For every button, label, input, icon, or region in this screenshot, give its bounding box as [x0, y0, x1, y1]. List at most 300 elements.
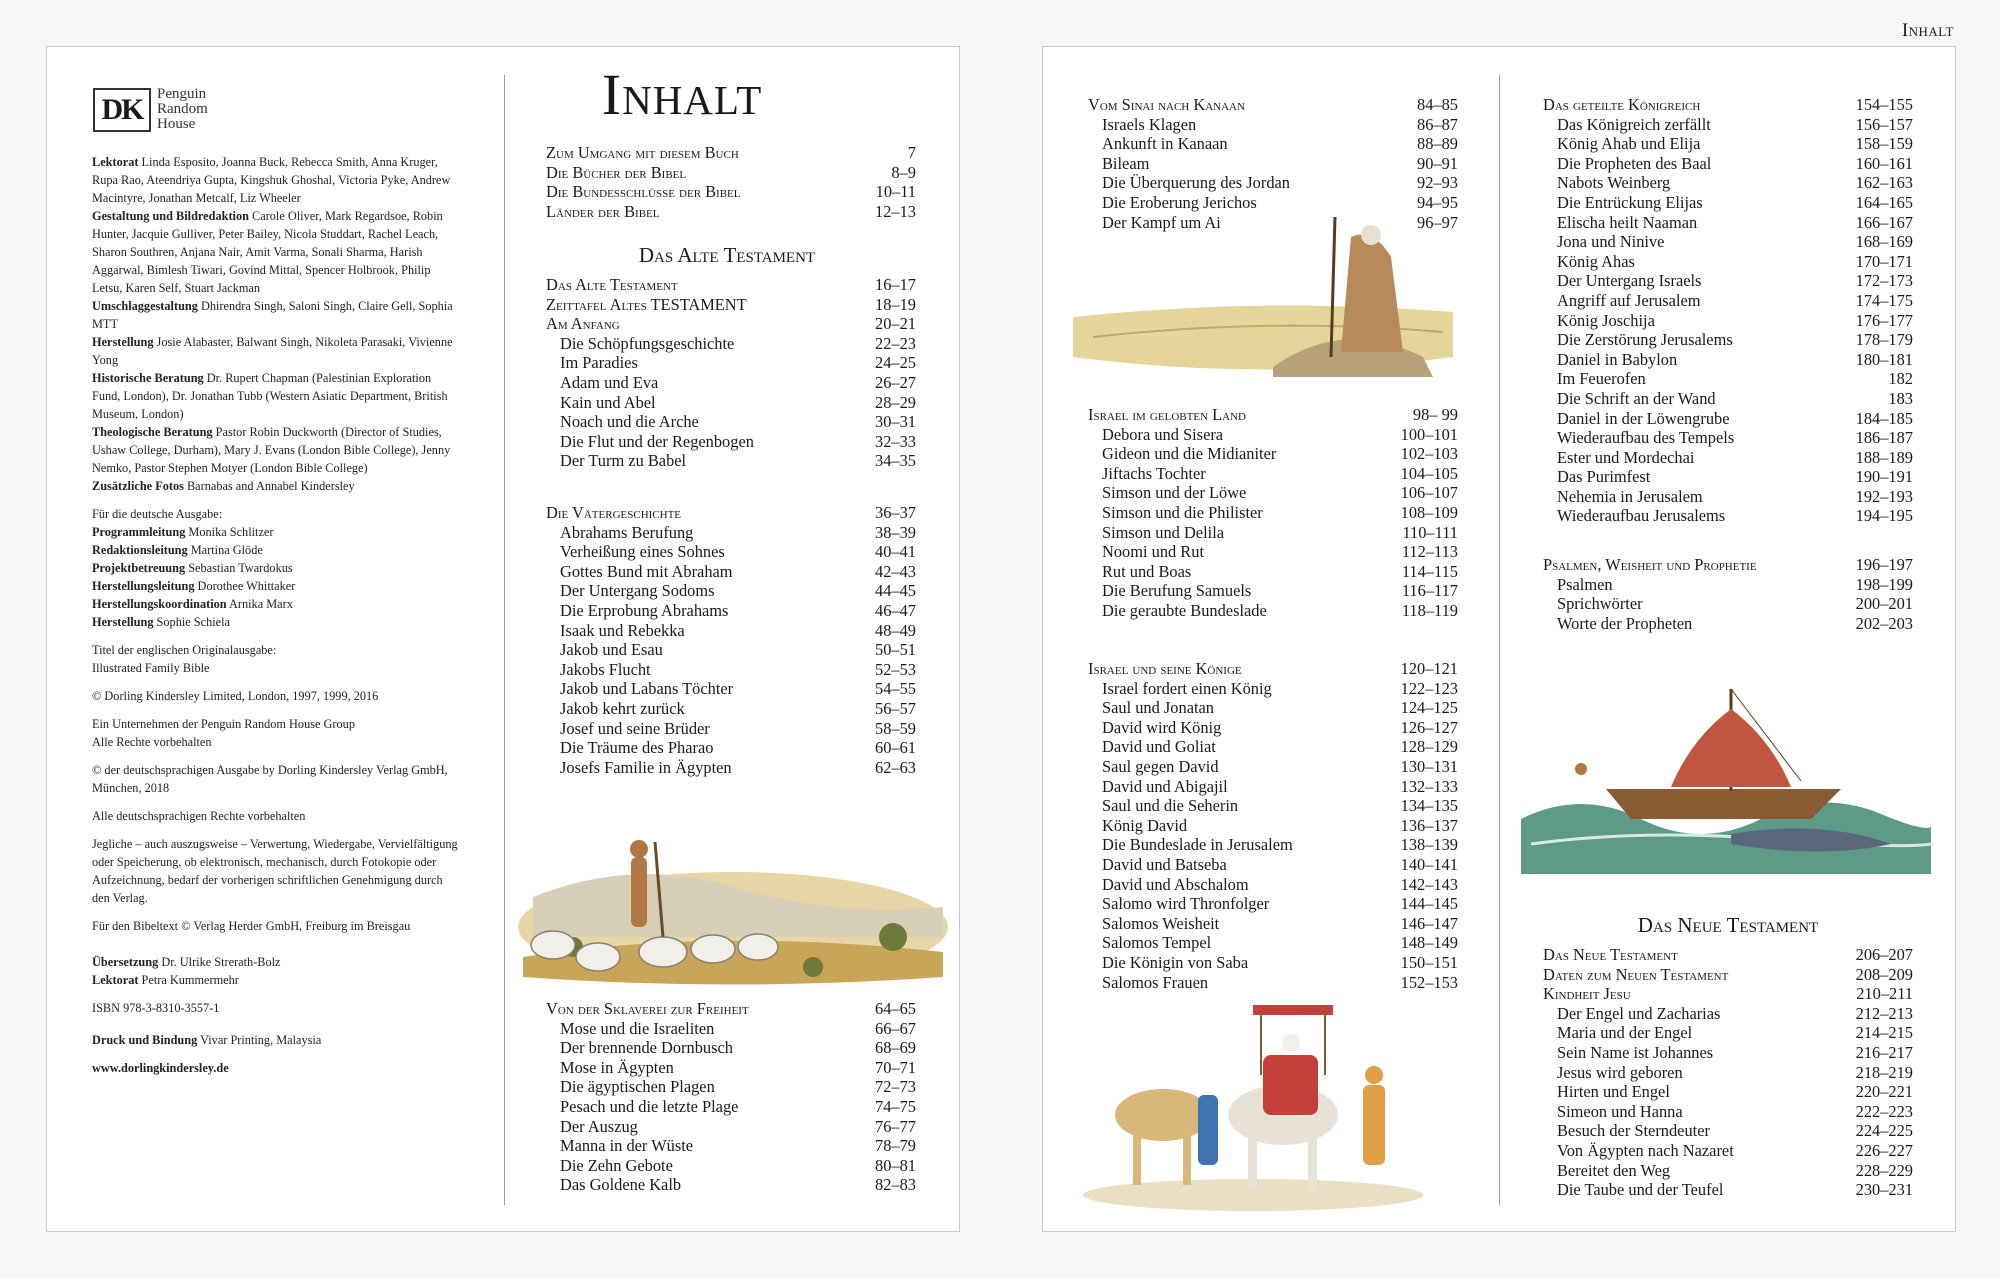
toc-title: Besuch der Sterndeuter — [1557, 1121, 1710, 1141]
toc-page-number: 24–25 — [875, 353, 916, 373]
credit-list — [92, 153, 462, 495]
toc-title: Psalmen — [1557, 574, 1613, 594]
toc-page-number: 148–149 — [1400, 933, 1458, 953]
toc-entry[interactable] — [1088, 659, 1458, 679]
toc-title: Der Auszug — [560, 1116, 638, 1136]
toc-title: Salomos Tempel — [1102, 933, 1212, 953]
toc-page-number: 50–51 — [875, 640, 916, 660]
toc-entry[interactable] — [1088, 698, 1458, 718]
toc-page-number: 78–79 — [875, 1136, 916, 1156]
toc-page-number: 152–153 — [1400, 972, 1458, 992]
credit-label: Gestaltung und Bildredaktion — [92, 209, 249, 223]
toc-entry[interactable] — [546, 999, 916, 1019]
toc-entry[interactable] — [546, 275, 916, 295]
toc-entry[interactable] — [1543, 1141, 1913, 1161]
credit-label: Lektorat — [92, 973, 139, 987]
logo-line: Random — [157, 101, 208, 117]
toc-entry[interactable] — [1088, 757, 1458, 777]
toc-title: Zum Umgang mit diesem Buch — [546, 143, 739, 162]
toc-entry[interactable] — [1543, 487, 1913, 507]
toc-entry[interactable] — [546, 621, 916, 641]
toc-entry[interactable] — [1088, 154, 1458, 174]
credit-text: Martina Glöde — [187, 543, 263, 557]
toc-title: Abrahams Berufung — [560, 522, 694, 542]
credit-entry — [92, 541, 462, 559]
toc-entry[interactable] — [1543, 291, 1913, 311]
toc-title: Debora und Sisera — [1102, 424, 1224, 444]
toc-page-number: 183 — [1888, 388, 1913, 408]
toc-entry[interactable] — [1543, 154, 1913, 174]
toc-entry[interactable] — [1088, 444, 1458, 464]
toc-page-number: 110–111 — [1402, 522, 1458, 542]
toc-page-number: 200–201 — [1855, 594, 1913, 614]
toc-page-number: 172–173 — [1855, 271, 1913, 291]
editing-credit — [92, 971, 462, 989]
toc-entry[interactable] — [1088, 173, 1458, 193]
toc-page-number: 208–209 — [1855, 964, 1913, 984]
toc-entry[interactable] — [1088, 115, 1458, 135]
german-credit-list — [92, 523, 462, 631]
toc-entry[interactable] — [546, 1156, 916, 1176]
toc-title: Salomos Frauen — [1102, 972, 1209, 992]
toc-entry[interactable] — [1543, 1004, 1913, 1024]
toc-title: David wird König — [1102, 717, 1222, 737]
credit-text: Sophie Schiela — [153, 615, 230, 629]
toc-entry[interactable] — [546, 182, 916, 202]
toc-title: Israel fordert einen König — [1102, 678, 1272, 698]
toc-entry[interactable] — [546, 143, 916, 163]
toc-entry[interactable] — [1543, 945, 1913, 965]
toc-page-number: 74–75 — [875, 1096, 916, 1116]
toc-entry[interactable] — [546, 601, 916, 621]
toc-page-number: 18–19 — [875, 294, 916, 314]
toc-entry[interactable] — [1543, 115, 1913, 135]
toc-title: Daten zum Neuen Testament — [1543, 964, 1729, 984]
toc-page-number: 190–191 — [1855, 467, 1913, 487]
toc-entry[interactable] — [1543, 448, 1913, 468]
credit-text: Josie Alabaster, Balwant Singh, Nikoleta Parasaki, Vivienne Yong — [92, 335, 453, 367]
credit-text: Sebastian Twardokus — [185, 561, 293, 575]
toc-entry[interactable] — [1088, 894, 1458, 914]
toc-entry[interactable] — [1543, 984, 1913, 1004]
toc-entry[interactable] — [546, 699, 916, 719]
toc-title: Am Anfang — [546, 314, 620, 334]
toc-title: König Ahas — [1557, 251, 1635, 271]
toc-entry[interactable] — [1088, 816, 1458, 836]
toc-page-number: 68–69 — [875, 1038, 916, 1058]
toc-entry[interactable] — [1543, 389, 1913, 409]
toc-title: Die Träume des Pharao — [560, 738, 714, 758]
toc-title: Jakob und Labans Töchter — [560, 679, 734, 699]
credit-label: Redaktionsleitung — [92, 543, 188, 557]
toc-entry[interactable] — [1543, 95, 1913, 115]
toc-entry[interactable] — [1088, 523, 1458, 543]
credit-text: Vivar Printing, Malaysia — [197, 1033, 322, 1047]
toc-entry[interactable] — [546, 1097, 916, 1117]
toc-page-number: 56–57 — [875, 698, 916, 718]
toc-page-number: 42–43 — [875, 561, 916, 581]
credit-entry — [92, 297, 462, 333]
toc-entry[interactable] — [1088, 835, 1458, 855]
toc-entry[interactable] — [546, 393, 916, 413]
toc-kings — [1088, 659, 1458, 992]
toc-page-number: 124–125 — [1400, 698, 1458, 718]
logo-line: Penguin — [157, 86, 207, 102]
toc-entry[interactable] — [1543, 1043, 1913, 1063]
toc-page-number: 212–213 — [1855, 1003, 1913, 1023]
toc-entry[interactable] — [546, 640, 916, 660]
toc-entry[interactable] — [1088, 95, 1458, 115]
toc-page-number: 86–87 — [1417, 114, 1458, 134]
toc-page-number: 66–67 — [875, 1018, 916, 1038]
credit-label: Übersetzung — [92, 955, 159, 969]
toc-entry[interactable] — [1543, 555, 1913, 575]
toc-entry[interactable] — [1543, 594, 1913, 614]
toc-page-number: 114–115 — [1401, 561, 1458, 581]
toc-title: Psalmen, Weisheit und Prophetie — [1543, 555, 1757, 574]
credit-label: Umschlaggestaltung — [92, 299, 198, 313]
toc-title: Der Engel und Zacharias — [1557, 1003, 1721, 1023]
toc-entry[interactable] — [546, 202, 916, 222]
moses-illustration — [1073, 197, 1453, 392]
copyright-german: © der deutschsprachigen Ausgabe by Dorling Kindersley Verlag GmbH, München, 2018 — [92, 763, 448, 795]
toc-entry[interactable] — [546, 523, 916, 543]
toc-entry[interactable] — [1088, 562, 1458, 582]
toc-entry[interactable] — [1088, 933, 1458, 953]
toc-entry[interactable] — [1543, 213, 1913, 233]
toc-title: David und Goliat — [1102, 737, 1216, 757]
toc-title: Die Bundesschlüsse der Bibel — [546, 182, 741, 202]
toc-page-number: 140–141 — [1400, 854, 1458, 874]
toc-title: Saul gegen David — [1102, 756, 1219, 776]
toc-entry[interactable] — [546, 412, 916, 432]
toc-entry[interactable] — [1088, 737, 1458, 757]
toc-page-number: 72–73 — [875, 1077, 916, 1097]
toc-entry[interactable] — [1543, 1063, 1913, 1083]
toc-title: Die Flut und der Regenbogen — [560, 431, 754, 451]
toc-page-number: 222–223 — [1855, 1101, 1913, 1121]
toc-title: Von der Sklaverei zur Freiheit — [546, 999, 749, 1018]
toc-page-number: 220–221 — [1855, 1082, 1913, 1102]
toc-entry[interactable] — [1543, 232, 1913, 252]
credit-entry — [92, 153, 462, 207]
toc-entry[interactable] — [546, 758, 916, 778]
toc-entry[interactable] — [546, 1175, 916, 1195]
toc-title: Wiederaufbau des Tempels — [1557, 428, 1735, 448]
toc-title: Adam und Eva — [560, 372, 659, 392]
toc-entry[interactable] — [546, 353, 916, 373]
toc-entry[interactable] — [1543, 506, 1913, 526]
toc-page-number: 158–159 — [1855, 134, 1913, 154]
toc-page-number: 142–143 — [1400, 874, 1458, 894]
toc-page-number: 138–139 — [1400, 835, 1458, 855]
toc-page-number: 168–169 — [1855, 232, 1913, 252]
toc-page-number: 150–151 — [1400, 952, 1458, 972]
toc-title: Hirten und Engel — [1557, 1082, 1670, 1102]
toc-title: Simson und die Philister — [1102, 502, 1263, 522]
toc-entry[interactable] — [1543, 1161, 1913, 1181]
legal-notice: Jegliche – auch auszugsweise – Verwertung, Wiedergabe, Vervielfältigung oder Speicherung, ob elektronisch, mechanisch, durch Fotokopie oder Aufzeichnung, bedarf der vorherigen schriftlichen Genehmigung durch den Verlag. — [92, 837, 458, 905]
toc-page-number: 108–109 — [1400, 502, 1458, 522]
toc-entry[interactable] — [1543, 428, 1913, 448]
copyright-original: © Dorling Kindersley Limited, London, 1997, 1999, 2016 — [92, 689, 379, 703]
toc-entry[interactable] — [1088, 718, 1458, 738]
toc-title: Jesus wird geboren — [1557, 1062, 1683, 1082]
toc-title: Das Königreich zerfällt — [1557, 114, 1711, 134]
toc-title: Nabots Weinberg — [1557, 173, 1671, 193]
toc-title: Der Untergang Sodoms — [560, 581, 715, 601]
toc-page-number: 82–83 — [875, 1175, 916, 1195]
credit-text: Monika Schlitzer — [185, 525, 274, 539]
toc-page-number: 88–89 — [1417, 134, 1458, 154]
toc-entry[interactable] — [1543, 193, 1913, 213]
credit-label: Programmleitung — [92, 525, 186, 539]
toc-page-number: 106–107 — [1400, 483, 1458, 503]
toc-entry[interactable] — [546, 679, 916, 699]
toc-page-number: 84–85 — [1417, 95, 1458, 114]
jonah-ship-illustration — [1521, 669, 1931, 894]
toc-entry[interactable] — [546, 719, 916, 739]
toc-entry[interactable] — [546, 660, 916, 680]
toc-entry[interactable] — [1088, 855, 1458, 875]
toc-title: Salomo wird Thronfolger — [1102, 894, 1270, 914]
toc-entry[interactable] — [1543, 350, 1913, 370]
toc-page-number: 64–65 — [875, 999, 916, 1018]
toc-entry[interactable] — [546, 334, 916, 354]
toc-title: Angriff auf Jerusalem — [1557, 290, 1701, 310]
toc-page-number: 136–137 — [1400, 815, 1458, 835]
toc-intro — [546, 143, 916, 221]
toc-title: Gottes Bund mit Abraham — [560, 561, 733, 581]
translation-credit — [92, 953, 462, 971]
toc-title: Die Zehn Gebote — [560, 1155, 673, 1175]
credit-text: Dr. Rupert Chapman (Palestinian Exploration Fund, London), Dr. Jonathan Tubb (Western Asiatic Department, British Museum, London) — [92, 371, 448, 421]
toc-page-number: 126–127 — [1400, 717, 1458, 737]
toc-entry[interactable] — [546, 295, 916, 315]
toc-page-number: 16–17 — [875, 275, 916, 294]
toc-title: Sprichwörter — [1557, 594, 1643, 614]
toc-page-number: 98– 99 — [1412, 405, 1458, 424]
toc-entry[interactable] — [1088, 875, 1458, 895]
toc-entry[interactable] — [1543, 614, 1913, 634]
toc-entry[interactable] — [546, 451, 916, 471]
toc-entry[interactable] — [1543, 271, 1913, 291]
credit-text: Dhirendra Singh, Saloni Singh, Claire Gell, Sophia MTT — [92, 299, 453, 331]
page-title: Inhalt — [601, 62, 763, 127]
toc-entry[interactable] — [1543, 1082, 1913, 1102]
toc-entry[interactable] — [1088, 777, 1458, 797]
toc-title: Simson und Delila — [1102, 522, 1225, 542]
toc-page-number: 218–219 — [1855, 1062, 1913, 1082]
toc-entry[interactable] — [1543, 311, 1913, 331]
original-title: Illustrated Family Bible — [92, 661, 210, 675]
toc-entry[interactable] — [546, 1038, 916, 1058]
toc-page-number: 180–181 — [1855, 349, 1913, 369]
toc-title: Kindheit Jesu — [1543, 984, 1631, 1004]
toc-page-number: 178–179 — [1855, 330, 1913, 350]
toc-entry[interactable] — [1088, 134, 1458, 154]
website-link[interactable]: www.dorlingkindersley.de — [92, 1061, 229, 1075]
credit-text: Dorothee Whittaker — [194, 579, 296, 593]
toc-title: Josefs Familie in Ägypten — [560, 757, 732, 777]
credit-text: Petra Kummermehr — [138, 973, 239, 987]
toc-title: Das Neue Testament — [1543, 945, 1678, 964]
toc-entry[interactable] — [1543, 1121, 1913, 1141]
toc-page-number: 22–23 — [875, 333, 916, 353]
toc-entry[interactable] — [546, 503, 916, 523]
toc-entry[interactable] — [1543, 1023, 1913, 1043]
toc-entry[interactable] — [1088, 601, 1458, 621]
toc-page-number: 120–121 — [1400, 659, 1458, 678]
toc-title: Maria und der Engel — [1557, 1023, 1693, 1043]
toc-entry[interactable] — [1543, 467, 1913, 487]
toc-page-number: 196–197 — [1855, 555, 1913, 574]
toc-title: Das Alte Testament — [546, 275, 678, 294]
credit-entry — [92, 523, 462, 541]
toc-entry[interactable] — [1543, 409, 1913, 429]
credit-entry — [92, 423, 462, 477]
toc-title: Das geteilte Königreich — [1543, 95, 1701, 114]
toc-page-number: 20–21 — [875, 314, 916, 334]
toc-ot — [546, 275, 916, 471]
toc-psalms — [1543, 555, 1913, 633]
toc-page-number: 76–77 — [875, 1116, 916, 1136]
toc-entry[interactable] — [1088, 483, 1458, 503]
toc-title: Die Propheten des Baal — [1557, 153, 1712, 173]
toc-title: Jakobs Flucht — [560, 659, 651, 679]
toc-entry[interactable] — [1543, 252, 1913, 272]
toc-entry[interactable] — [546, 1136, 916, 1156]
toc-entry[interactable] — [1543, 1102, 1913, 1122]
toc-page-number: 230–231 — [1855, 1180, 1913, 1200]
toc-entry[interactable] — [546, 581, 916, 601]
credit-label: Theologische Beratung — [92, 425, 213, 439]
toc-title: Salomos Weisheit — [1102, 913, 1220, 933]
toc-title: David und Batseba — [1102, 854, 1227, 874]
toc-title: Daniel in Babylon — [1557, 349, 1678, 369]
toc-entry[interactable] — [1543, 330, 1913, 350]
toc-entry[interactable] — [546, 373, 916, 393]
toc-promised — [1088, 405, 1458, 621]
toc-entry[interactable] — [1088, 914, 1458, 934]
credit-text: Dr. Ulrike Strerath-Bolz — [158, 955, 281, 969]
toc-title: Die ägyptischen Plagen — [560, 1077, 715, 1097]
credit-text: Barnabas and Annabel Kindersley — [183, 479, 355, 493]
toc-page-number: 60–61 — [875, 738, 916, 758]
toc-title: Das Goldene Kalb — [560, 1175, 682, 1195]
toc-page-number: 134–135 — [1400, 796, 1458, 816]
toc-entry[interactable] — [1088, 503, 1458, 523]
toc-title: Die Schöpfungsgeschichte — [560, 333, 735, 353]
toc-entry[interactable] — [1543, 369, 1913, 389]
toc-page-number: 154–155 — [1855, 95, 1913, 114]
toc-title: Verheißung eines Sohnes — [560, 542, 725, 562]
toc-entry[interactable] — [1543, 173, 1913, 193]
toc-entry[interactable] — [546, 1117, 916, 1137]
toc-page-number: 132–133 — [1400, 776, 1458, 796]
toc-entry[interactable] — [1088, 581, 1458, 601]
toc-entry[interactable] — [1088, 542, 1458, 562]
toc-title: Saul und Jonatan — [1102, 698, 1214, 718]
toc-entry[interactable] — [1543, 134, 1913, 154]
running-head: Inhalt — [1901, 20, 1954, 41]
credit-entry — [92, 333, 462, 369]
left-page — [46, 46, 960, 1232]
credit-label: Herstellungskoordination — [92, 597, 227, 611]
toc-title: Die geraubte Bundeslade — [1102, 600, 1267, 620]
toc-page-number: 62–63 — [875, 757, 916, 777]
toc-page-number: 32–33 — [875, 431, 916, 451]
toc-page-number: 12–13 — [875, 201, 916, 221]
isbn: ISBN 978-3-8310-3557-1 — [92, 1001, 220, 1015]
toc-page-number: 166–167 — [1855, 212, 1913, 232]
toc-title: Saul und die Seherin — [1102, 796, 1239, 816]
credit-label: Herstellung — [92, 335, 154, 349]
toc-entry[interactable] — [1088, 796, 1458, 816]
toc-page-number: 52–53 — [875, 659, 916, 679]
toc-entry[interactable] — [546, 1019, 916, 1039]
toc-title: Die Bundeslade in Jerusalem — [1102, 835, 1293, 855]
toc-title: König Joschija — [1557, 310, 1655, 330]
toc-entry[interactable] — [1088, 425, 1458, 445]
toc-title: Jiftachs Tochter — [1102, 463, 1206, 483]
toc-page-number: 10–11 — [875, 182, 916, 202]
toc-entry[interactable] — [1543, 965, 1913, 985]
toc-page-number: 170–171 — [1855, 251, 1913, 271]
toc-page-number: 104–105 — [1400, 463, 1458, 483]
original-title-label: Titel der englischen Originalausgabe: — [92, 643, 277, 657]
toc-page-number: 228–229 — [1855, 1160, 1913, 1180]
toc-page-number: 112–113 — [1401, 542, 1458, 562]
toc-entry[interactable] — [1088, 464, 1458, 484]
credit-text: Carole Oliver, Mark Regardsoe, Robin Hunter, Jacquie Gulliver, Peter Bailey, Nicola Studdart, Rachel Leach, Sharon Southren, Anjana Nair, Amit Varma, Sonali Sharma, Harish Aggarwal, Bimlesh Tiwari, Govind Mittal, Spencer Holbrook, Philip Letsu, Karen Self, Stuart Jackman — [92, 209, 443, 295]
toc-page-number: 144–145 — [1400, 894, 1458, 914]
toc-divided — [1543, 95, 1913, 526]
toc-title: Simeon und Hanna — [1557, 1101, 1683, 1121]
toc-entry[interactable] — [546, 562, 916, 582]
toc-title: Kain und Abel — [560, 392, 656, 412]
toc-entry[interactable] — [546, 1077, 916, 1097]
toc-slavery — [546, 999, 916, 1195]
print-credit — [92, 1031, 462, 1049]
toc-entry[interactable] — [1088, 679, 1458, 699]
toc-title: Die Eroberung Jerichos — [1102, 192, 1257, 212]
toc-title: Gideon und die Midianiter — [1102, 444, 1277, 464]
credit-entry — [92, 477, 462, 495]
toc-entry[interactable] — [546, 314, 916, 334]
imprint-credits — [92, 153, 462, 1077]
toc-fathers — [546, 503, 916, 777]
toc-page-number: 146–147 — [1400, 913, 1458, 933]
toc-page-number: 162–163 — [1855, 173, 1913, 193]
toc-entry[interactable] — [1543, 575, 1913, 595]
toc-title: Israel und seine Könige — [1088, 659, 1242, 678]
penguin-random-house-logo — [157, 87, 208, 132]
credit-text: Pastor Robin Duckworth (Director of Studies, Ushaw College, Durham), Mary J. Evans (London Bible College), Jenny Nemko, Pastor Stephen Motyer (London Bible College) — [92, 425, 451, 475]
toc-entry[interactable] — [546, 432, 916, 452]
toc-page-number: 122–123 — [1400, 678, 1458, 698]
bibletext-notice: Für den Bibeltext © Verlag Herder GmbH, Freiburg im Breisgau — [92, 919, 411, 933]
toc-entry[interactable] — [1543, 1180, 1913, 1200]
toc-entry[interactable] — [546, 738, 916, 758]
toc-entry[interactable] — [546, 163, 916, 183]
toc-page-number: 90–91 — [1417, 153, 1458, 173]
toc-page-number: 184–185 — [1855, 408, 1913, 428]
toc-entry[interactable] — [546, 542, 916, 562]
toc-entry[interactable] — [1088, 405, 1458, 425]
german-rights: Alle deutschsprachigen Rechte vorbehalten — [92, 809, 306, 823]
toc-entry[interactable] — [546, 1058, 916, 1078]
